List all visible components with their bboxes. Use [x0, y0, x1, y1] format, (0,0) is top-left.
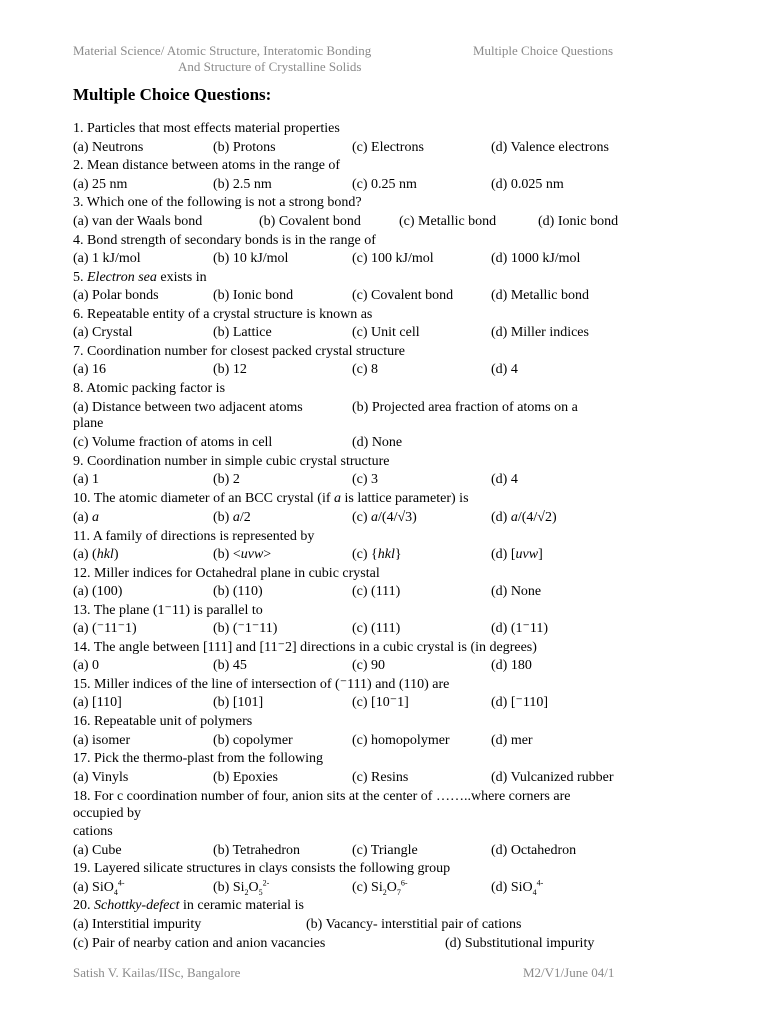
- option-c: (c) Unit cell: [352, 325, 420, 340]
- question-12: 12. Miller indices for Octahedral plane in cubic crystal: [73, 566, 380, 581]
- option-d: [491, 509, 557, 526]
- option-a: (a) Cube: [73, 843, 122, 858]
- option-a: [73, 879, 125, 896]
- option-c: (c) (111): [352, 584, 401, 599]
- option-d: (d) 4: [491, 472, 518, 487]
- option-text: O: [248, 880, 259, 895]
- option-d: (d) (1⁻11): [491, 621, 549, 636]
- option-a: [73, 509, 99, 526]
- option-c: [352, 509, 417, 526]
- question-18-continuation: cations: [73, 824, 113, 839]
- subscript: 4: [532, 887, 537, 897]
- option-text: >: [263, 547, 272, 562]
- option-a: (a) Distance between two adjacent atoms: [73, 400, 303, 415]
- option-d: (d) None: [491, 584, 542, 599]
- question-1: 1. Particles that most effects material properties: [73, 121, 340, 136]
- option-b: [213, 509, 251, 526]
- option-symbol: a: [92, 510, 100, 525]
- option-c: (c) Covalent bond: [352, 288, 454, 303]
- header-subject-cont: And Structure of Crystalline Solids: [178, 59, 362, 74]
- question-number: 20.: [73, 898, 91, 913]
- page-title: Multiple Choice Questions:: [73, 85, 272, 104]
- option-symbol: a: [510, 510, 518, 525]
- option-text: /(4/√2): [517, 510, 557, 525]
- option-b: (b) 2.5 nm: [213, 177, 272, 192]
- question-16: 16. Repeatable unit of polymers: [73, 714, 253, 729]
- option-d: (d) None: [352, 435, 403, 450]
- superscript: 4-: [536, 878, 544, 888]
- question-2: 2. Mean distance between atoms in the range of: [73, 158, 341, 173]
- header-doc-type: Multiple Choice Questions: [473, 43, 614, 58]
- question-text: is lattice parameter) is: [344, 491, 469, 506]
- option-text: O: [386, 880, 397, 895]
- option-symbol: uvw: [515, 547, 539, 562]
- option-c: (c) 8: [352, 362, 379, 377]
- question-19: 19. Layered silicate structures in clays consists the following group: [73, 861, 451, 876]
- header-subject: Material Science/ Atomic Structure, Interatomic Bonding: [73, 43, 372, 58]
- question-18-continuation: occupied by: [73, 806, 142, 821]
- option-d: (d) 4: [491, 362, 518, 377]
- option-text: (a) SiO: [73, 880, 114, 895]
- option-d: (d) Substitutional impurity: [445, 936, 595, 951]
- option-text: (b) Si: [213, 880, 245, 895]
- option-d: (d) 1000 kJ/mol: [491, 251, 581, 266]
- option-d: [491, 546, 543, 563]
- option-c: (c) Pair of nearby cation and anion vacancies: [73, 936, 326, 951]
- option-a: (a) Interstitial impurity: [73, 917, 202, 932]
- option-text: (d) SiO: [491, 880, 533, 895]
- option-b: (b) copolymer: [213, 733, 293, 748]
- option-d: (d) mer: [491, 733, 533, 748]
- option-a: [73, 546, 118, 563]
- option-b: (b) 10 kJ/mol: [213, 251, 289, 266]
- question-text: exists in: [160, 270, 207, 285]
- subscript: 7: [396, 887, 401, 897]
- question-number: 5.: [73, 270, 84, 285]
- option-c: (c) [10⁻1]: [352, 695, 409, 710]
- option-b: (b) (110): [213, 584, 263, 599]
- option-d: (d) Metallic bond: [491, 288, 589, 303]
- question-18: 18. For c coordination number of four, anion sits at the center of ……..where corners are: [73, 789, 571, 804]
- option-b: (b) Epoxies: [213, 770, 278, 785]
- question-emphasis: a: [334, 491, 342, 506]
- option-a: (a) Neutrons: [73, 140, 144, 155]
- option-d: (d) Ionic bond: [538, 214, 619, 229]
- option-a: (a) 1: [73, 472, 100, 487]
- option-b: (b) Vacancy- interstitial pair of cations: [306, 917, 522, 932]
- option-d: (d) Octahedron: [491, 843, 577, 858]
- question-5: [73, 269, 207, 286]
- question-4: 4. Bond strength of secondary bonds is in the range of: [73, 233, 376, 248]
- question-17: 17. Pick the thermo-plast from the following: [73, 751, 324, 766]
- option-a: (a) van der Waals bond: [73, 214, 203, 229]
- question-9: 9. Coordination number in simple cubic crystal structure: [73, 454, 390, 469]
- option-text: /(4/√3): [378, 510, 417, 525]
- option-symbol: a: [232, 510, 240, 525]
- option-symbol: hkl: [377, 547, 395, 562]
- question-20: [73, 897, 304, 914]
- option-c: (c) homopolymer: [352, 733, 450, 748]
- option-label: (a) (: [73, 547, 97, 562]
- subscript: 5: [258, 887, 263, 897]
- option-label: (a): [73, 510, 89, 525]
- subscript: 2: [382, 887, 387, 897]
- option-a: (a) Vinyls: [73, 770, 129, 785]
- option-text: ]: [538, 547, 543, 562]
- option-d: (d) [⁻110]: [491, 695, 549, 710]
- option-text: /2: [239, 510, 251, 525]
- option-b: (b) 2: [213, 472, 240, 487]
- option-c: (c) Triangle: [352, 843, 418, 858]
- question-13: 13. The plane (1⁻11) is parallel to: [73, 603, 263, 618]
- question-emphasis: Electron sea: [87, 270, 157, 285]
- option-a: (a) Crystal: [73, 325, 133, 340]
- question-10: [73, 490, 469, 507]
- option-text: }: [394, 547, 402, 562]
- option-label: (c) {: [352, 547, 378, 562]
- option-symbol: uvw: [240, 547, 264, 562]
- option-d: (d) Valence electrons: [491, 140, 609, 155]
- option-symbol: hkl: [96, 547, 114, 562]
- option-a: (a) 25 nm: [73, 177, 128, 192]
- option-d: (d) Miller indices: [491, 325, 589, 340]
- option-b: (b) Tetrahedron: [213, 843, 301, 858]
- option-d: (d) 180: [491, 658, 532, 673]
- subscript: 4: [113, 887, 118, 897]
- question-emphasis: Schottky-defect: [94, 898, 180, 913]
- question-text: 10. The atomic diameter of an BCC crystal (if: [73, 491, 331, 506]
- option-c: (c) Resins: [352, 770, 409, 785]
- option-a: (a) isomer: [73, 733, 131, 748]
- option-text: ): [113, 547, 119, 562]
- option-b: (b) Lattice: [213, 325, 272, 340]
- option-b: (b) (⁻1⁻11): [213, 621, 278, 636]
- option-b: (b) 45: [213, 658, 247, 673]
- superscript: 2-: [262, 878, 270, 888]
- question-6: 6. Repeatable entity of a crystal structure is known as: [73, 307, 373, 322]
- option-label: (d) [: [491, 547, 516, 562]
- footer-author: Satish V. Kailas/IISc, Bangalore: [73, 965, 241, 980]
- option-d: (d) Vulcanized rubber: [491, 770, 614, 785]
- question-3: 3. Which one of the following is not a strong bond?: [73, 195, 362, 210]
- question-15: 15. Miller indices of the line of intersection of (⁻111) and (110) are: [73, 677, 450, 692]
- option-c: (c) 90: [352, 658, 386, 673]
- option-d: (d) 0.025 nm: [491, 177, 564, 192]
- option-c: (c) Metallic bond: [399, 214, 497, 229]
- option-c: (c) (111): [352, 621, 401, 636]
- option-c: (c) Electrons: [352, 140, 424, 155]
- option-d: [491, 879, 543, 896]
- option-b: [213, 546, 271, 563]
- option-c: (c) 3: [352, 472, 379, 487]
- option-b: (b) 12: [213, 362, 247, 377]
- option-a: (a) Polar bonds: [73, 288, 159, 303]
- option-a: (a) 0: [73, 658, 100, 673]
- question-14: 14. The angle between [111] and [11⁻2] directions in a cubic crystal is (in degrees): [73, 640, 537, 655]
- option-label: (c): [352, 510, 368, 525]
- option-label: (b): [213, 510, 230, 525]
- option-b: (b) [101]: [213, 695, 264, 710]
- option-text: (c) Si: [352, 880, 383, 895]
- option-a: (a) (100): [73, 584, 123, 599]
- option-c: (c) Volume fraction of atoms in cell: [73, 435, 273, 450]
- question-text: in ceramic material is: [183, 898, 304, 913]
- subscript: 2: [244, 887, 249, 897]
- option-c: (c) 100 kJ/mol: [352, 251, 434, 266]
- option-a: (a) 16: [73, 362, 107, 377]
- option-b: (b) Covalent bond: [259, 214, 361, 229]
- option-a: (a) [110]: [73, 695, 122, 710]
- option-c: (c) 0.25 nm: [352, 177, 417, 192]
- option-label: (d): [491, 510, 508, 525]
- option-b: (b) Ionic bond: [213, 288, 294, 303]
- option-b: (b) Projected area fraction of atoms on a: [352, 400, 578, 415]
- option-symbol: a: [371, 510, 379, 525]
- superscript: 6-: [400, 878, 408, 888]
- question-7: 7. Coordination number for closest packed crystal structure: [73, 344, 406, 359]
- option-a: (a) (⁻11⁻1): [73, 621, 137, 636]
- option-c: [352, 879, 408, 896]
- option-b: [213, 879, 269, 896]
- option-label: (b) <: [213, 547, 241, 562]
- option-a: (a) 1 kJ/mol: [73, 251, 141, 266]
- option-b: (b) Protons: [213, 140, 276, 155]
- option-b-continuation: plane: [73, 416, 104, 431]
- footer-page-id: M2/V1/June 04/1: [523, 965, 615, 980]
- question-11: 11. A family of directions is represented by: [73, 529, 315, 544]
- superscript: 4-: [117, 878, 125, 888]
- question-8: 8. Atomic packing factor is: [73, 381, 226, 396]
- option-c: [352, 546, 402, 563]
